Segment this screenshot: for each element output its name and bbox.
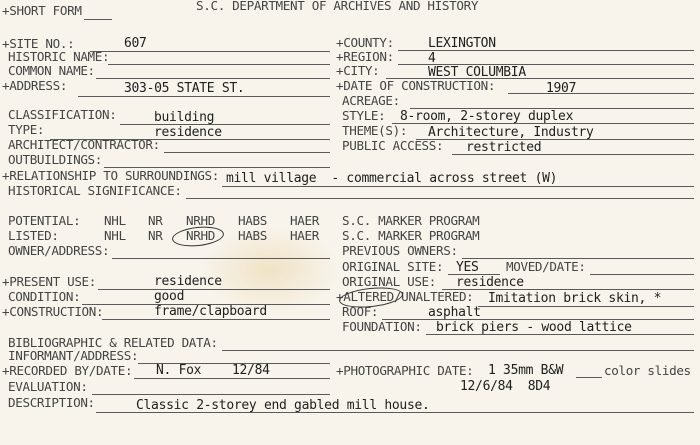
construction-line: [102, 319, 330, 320]
owner-label: OWNER/ADDRESS:: [8, 243, 110, 258]
relationship-line: [222, 186, 694, 187]
construction-value: frame/clapboard: [154, 304, 267, 319]
date-of-construction-label: +DATE OF CONSTRUCTION:: [336, 78, 496, 93]
color-slides-label: color slides: [604, 363, 691, 378]
construction-label: +CONSTRUCTION:: [2, 304, 104, 319]
moved-date-label: MOVED/DATE:: [506, 259, 586, 274]
potential-nrhd: NRHD: [186, 213, 215, 228]
recorded-by-value: N. Fox: [156, 363, 202, 378]
potential-nhl: NHL: [104, 213, 126, 228]
region-value: 4: [428, 51, 436, 66]
marker-program-1: S.C. MARKER PROGRAM: [342, 213, 480, 228]
listed-label: LISTED:: [8, 228, 59, 243]
site-no-label: +SITE NO.:: [2, 36, 75, 51]
evaluation-line: [92, 394, 330, 395]
foundation-value: brick piers - wood lattice: [436, 320, 632, 335]
description-value: Classic 2-storey end gabled mill house.: [136, 398, 430, 413]
recorded-by-label: +RECORDED BY/DATE:: [2, 363, 133, 378]
type-label: TYPE:: [8, 122, 45, 137]
date-of-construction-value: 1907: [546, 81, 577, 96]
color-slides-blank: [576, 377, 602, 378]
potential-nr: NR: [148, 213, 163, 228]
historical-significance-label: HISTORICAL SIGNIFICANCE:: [8, 183, 182, 198]
public-access-line: [452, 154, 694, 155]
themes-label: THEME(S):: [342, 123, 408, 138]
architect-label: ARCHITECT/CONTRACTOR:: [8, 137, 160, 152]
architect-line: [164, 152, 330, 153]
recorded-date-value: 12/84: [232, 363, 270, 378]
style-label: STYLE:: [342, 108, 386, 123]
site-no-value: 607: [124, 36, 147, 51]
present-use-label: +PRESENT USE:: [2, 274, 97, 289]
listed-habs: HABS: [238, 228, 267, 243]
relationship-label: +RELATIONSHIP TO SURROUNDINGS:: [2, 168, 219, 183]
description-label: DESCRIPTION:: [8, 395, 95, 410]
foundation-line: [426, 334, 694, 335]
condition-value: good: [154, 289, 185, 304]
moved-date-line: [590, 274, 694, 275]
classification-label: CLASSIFICATION:: [8, 107, 117, 122]
county-line: [398, 50, 694, 51]
original-use-value: residence: [456, 275, 524, 290]
city-label: +CITY:: [336, 63, 380, 78]
condition-label: CONDITION:: [8, 289, 81, 304]
listed-nr: NR: [148, 228, 163, 243]
public-access-value: restricted: [466, 140, 542, 155]
owner-line: [112, 258, 330, 259]
outbuildings-label: OUTBUILDINGS:: [8, 152, 103, 167]
altered-line: [478, 306, 694, 307]
common-name-line: [96, 78, 330, 79]
historic-name-label: HISTORIC NAME:: [8, 49, 110, 64]
themes-line: [416, 139, 694, 140]
evaluation-label: EVALUATION:: [8, 379, 88, 394]
previous-owners-label: PREVIOUS OWNERS:: [342, 243, 458, 258]
listed-haer: HAER: [290, 228, 319, 243]
original-use-line: [442, 289, 694, 290]
potential-haer: HAER: [290, 213, 319, 228]
county-value: LEXINGTON: [428, 36, 496, 51]
photographic-date-value: 1 35mm B&W: [488, 363, 564, 378]
address-line: [78, 96, 330, 97]
short-form-label: +SHORT FORM: [2, 3, 82, 18]
informant-label: INFORMANT/ADDRESS:: [8, 348, 139, 363]
date-of-construction-line: [508, 93, 694, 94]
bibliographic-line: [222, 350, 694, 351]
public-access-label: PUBLIC ACCESS:: [342, 138, 444, 153]
description-line: [96, 412, 694, 413]
roof-value: asphalt: [428, 305, 481, 320]
classification-value: building: [154, 110, 215, 125]
site-no-line: [90, 51, 330, 52]
roof-label: ROOF:: [342, 304, 379, 319]
classification-line: [120, 124, 330, 125]
foundation-label: FOUNDATION:: [342, 319, 422, 334]
altered-value: Imitation brick skin, *: [488, 291, 662, 306]
potential-label: POTENTIAL:: [8, 213, 81, 228]
historical-significance-line: [186, 198, 694, 199]
bibliographic-label: BIBLIOGRAPHIC & RELATED DATA:: [8, 335, 218, 350]
region-label: +REGION:: [336, 49, 394, 64]
original-use-label: ORIGINAL USE:: [342, 274, 437, 289]
photographic-date-label: +PHOTOGRAPHIC DATE:: [336, 363, 474, 378]
card-title: S.C. DEPARTMENT OF ARCHIVES AND HISTORY: [196, 0, 479, 13]
nrhd-circle-mark: [171, 224, 225, 248]
potential-habs: HABS: [238, 213, 267, 228]
historic-name-line: [108, 64, 330, 65]
relationship-value: mill village - commercial across street (W): [226, 171, 558, 186]
marker-program-2: S.C. MARKER PROGRAM: [342, 228, 480, 243]
themes-value: Architecture, Industry: [428, 125, 594, 140]
common-name-label: COMMON NAME:: [8, 63, 95, 78]
city-value: WEST COLUMBIA: [428, 65, 526, 80]
style-line: [392, 123, 694, 124]
short-form-line: [84, 19, 112, 20]
county-label: +COUNTY:: [336, 35, 394, 50]
listed-nhl: NHL: [104, 228, 126, 243]
original-site-label: ORIGINAL SITE:: [342, 259, 444, 274]
acreage-label: ACREAGE:: [342, 93, 400, 108]
address-label: +ADDRESS:: [2, 78, 68, 93]
altered-label: +ALTERED/UNALTERED:: [336, 289, 474, 304]
present-use-line: [98, 289, 330, 290]
original-site-value: YES: [456, 260, 479, 275]
type-value: residence: [154, 125, 222, 140]
style-value: 8-room, 2-storey duplex: [400, 109, 574, 124]
listed-nrhd: NRHD: [186, 228, 215, 243]
address-value: 303-05 STATE ST.: [124, 81, 245, 96]
recorded-by-line: [134, 378, 330, 379]
present-use-value: residence: [154, 274, 222, 289]
photographic-date-line2: 12/6/84 8D4: [460, 379, 551, 394]
